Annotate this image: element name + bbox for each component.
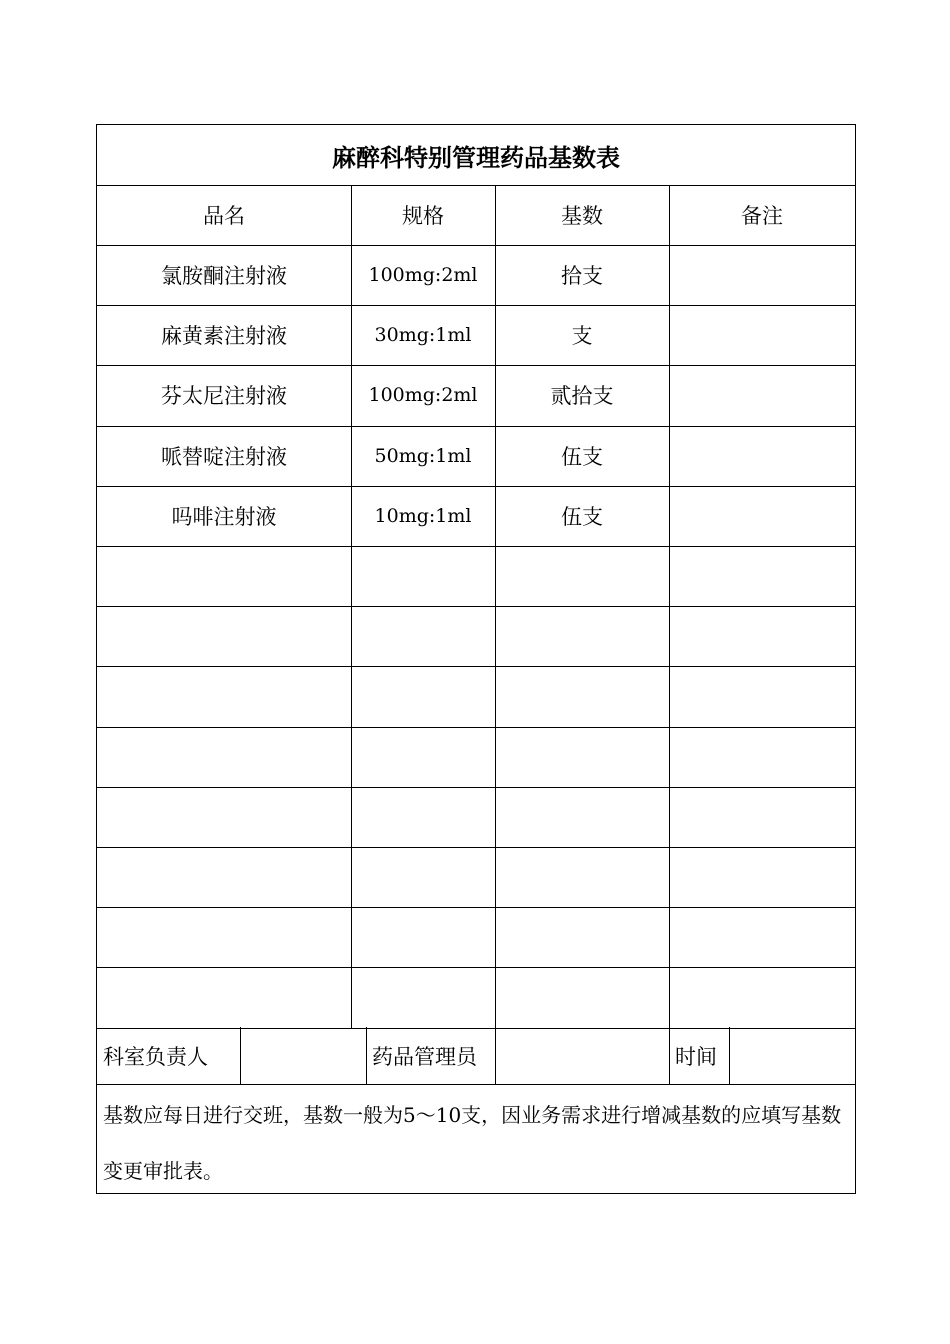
- time-label: 时间: [675, 1044, 717, 1069]
- row-4-remark: [669, 426, 855, 486]
- row-5-spec: 10mg:1ml: [374, 504, 472, 527]
- empty-cell[interactable]: [669, 727, 855, 787]
- empty-cell[interactable]: [351, 727, 495, 787]
- row-2-remark: [669, 305, 855, 365]
- empty-cell[interactable]: [669, 967, 855, 1027]
- row-1-name: 氯胺酮注射液: [161, 264, 287, 289]
- header-name: 品名: [203, 204, 245, 228]
- empty-cell[interactable]: [669, 666, 855, 726]
- row-1-spec: 100mg:2ml: [368, 264, 478, 287]
- dept-head-field[interactable]: [240, 1027, 366, 1084]
- empty-cell[interactable]: [495, 666, 669, 726]
- row-2-count: 支: [571, 324, 593, 349]
- row-1-remark: [669, 245, 855, 305]
- divider: [366, 1027, 367, 1084]
- divider: [669, 1027, 670, 1084]
- row-5-remark: [669, 486, 855, 546]
- empty-cell[interactable]: [97, 606, 351, 666]
- drug-base-count-table: [96, 124, 856, 1194]
- divider: [495, 1027, 496, 1084]
- dept-head-label: 科室负责人: [103, 1044, 208, 1069]
- row-4-count: 伍支: [561, 444, 603, 469]
- empty-cell[interactable]: [351, 787, 495, 847]
- empty-cell[interactable]: [495, 546, 669, 606]
- empty-cell[interactable]: [495, 967, 669, 1027]
- divider: [729, 1027, 730, 1084]
- divider: [669, 185, 670, 1028]
- empty-cell[interactable]: [495, 606, 669, 666]
- empty-cell[interactable]: [669, 606, 855, 666]
- row-5-count: 伍支: [561, 504, 603, 529]
- pharm-admin-label: 药品管理员: [372, 1044, 477, 1069]
- empty-cell[interactable]: [97, 847, 351, 907]
- empty-cell[interactable]: [669, 546, 855, 606]
- row-1-count: 拾支: [561, 264, 603, 289]
- empty-cell[interactable]: [97, 967, 351, 1027]
- empty-cell[interactable]: [351, 546, 495, 606]
- row-3-spec: 100mg:2ml: [368, 384, 478, 407]
- header-spec: 规格: [402, 204, 444, 228]
- pharm-admin-field[interactable]: [495, 1027, 669, 1084]
- empty-cell[interactable]: [97, 546, 351, 606]
- empty-cell[interactable]: [97, 907, 351, 967]
- divider: [97, 1084, 855, 1085]
- row-5-name: 吗啡注射液: [171, 504, 277, 529]
- empty-cell[interactable]: [351, 606, 495, 666]
- divider: [351, 185, 352, 1028]
- empty-cell[interactable]: [351, 967, 495, 1027]
- table-title: 麻醉科特别管理药品基数表: [332, 142, 620, 172]
- note-text: 基数应每日进行交班，基数一般为5～10支，因业务需求进行增减基数的应填写基数变更审批表。: [103, 1103, 842, 1183]
- empty-cell[interactable]: [351, 847, 495, 907]
- time-field[interactable]: [729, 1027, 855, 1084]
- header-count: 基数: [561, 204, 603, 228]
- empty-cell[interactable]: [97, 666, 351, 726]
- row-4-name: 哌替啶注射液: [161, 444, 287, 469]
- row-2-name: 麻黄素注射液: [161, 324, 287, 349]
- row-3-remark: [669, 365, 855, 425]
- empty-cell[interactable]: [351, 666, 495, 726]
- empty-cell[interactable]: [669, 907, 855, 967]
- divider: [495, 185, 496, 1028]
- row-4-spec: 50mg:1ml: [374, 444, 472, 467]
- header-remark: 备注: [741, 204, 783, 228]
- row-2-spec: 30mg:1ml: [374, 324, 472, 347]
- divider: [240, 1027, 241, 1084]
- empty-cell[interactable]: [495, 727, 669, 787]
- empty-cell[interactable]: [97, 727, 351, 787]
- empty-cell[interactable]: [351, 907, 495, 967]
- empty-cell[interactable]: [97, 787, 351, 847]
- empty-cell[interactable]: [495, 907, 669, 967]
- row-3-count: 贰拾支: [550, 384, 614, 409]
- empty-cell[interactable]: [669, 787, 855, 847]
- row-3-name: 芬太尼注射液: [161, 384, 287, 409]
- empty-cell[interactable]: [669, 847, 855, 907]
- empty-cell[interactable]: [495, 847, 669, 907]
- empty-cell[interactable]: [495, 787, 669, 847]
